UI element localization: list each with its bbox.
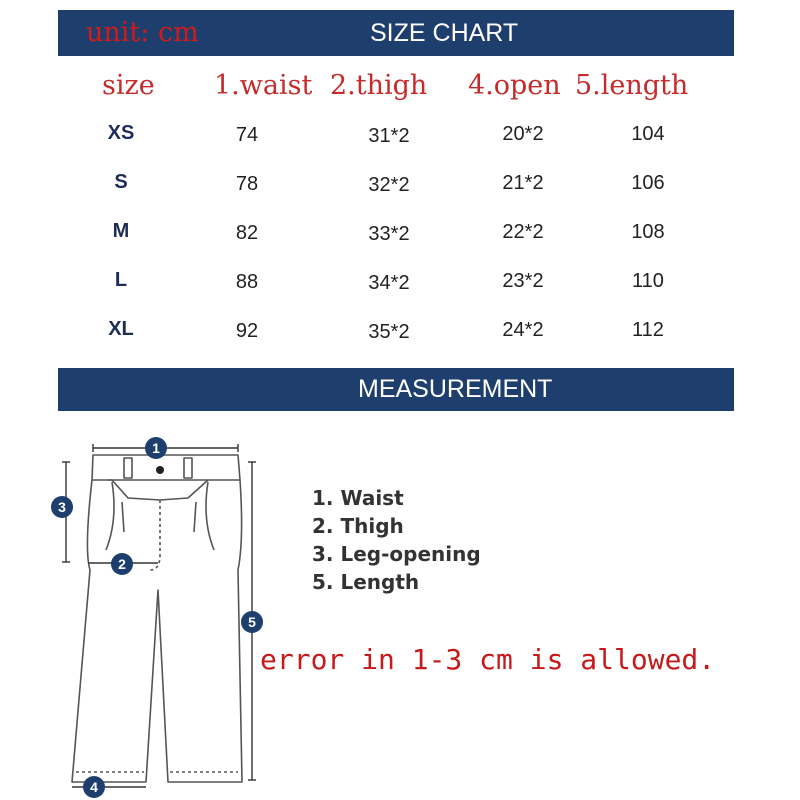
measurement-legend: [312, 484, 481, 596]
length-cell: 110: [632, 270, 664, 292]
belt-loop: [124, 458, 132, 478]
marker-label: 1: [152, 440, 160, 456]
waist-cell: 82: [235, 222, 259, 244]
size-cell: S: [114, 171, 128, 193]
length-cell: 112: [632, 319, 664, 341]
belt-loop: [184, 458, 192, 478]
thigh-cell: 34*2: [368, 272, 410, 294]
pleat: [122, 502, 124, 532]
pants-diagram: [0, 420, 300, 800]
waist-cell: 88: [235, 271, 259, 293]
thigh-cell: 32*2: [368, 174, 410, 196]
pleat: [194, 502, 196, 532]
column-header-thigh: 2.thigh: [330, 70, 428, 101]
waist-cell: 74: [235, 124, 259, 146]
marker-4: [83, 776, 105, 798]
marker-1: [145, 437, 167, 459]
pants-outline: [72, 480, 242, 782]
measurement-title: MEASUREMENT: [358, 375, 553, 403]
thigh-cell: 35*2: [368, 321, 410, 343]
marker-3: [51, 496, 73, 518]
size-cell: M: [112, 220, 130, 242]
error-note: error in 1-3 cm is allowed.: [260, 643, 716, 676]
size-cell: XL: [108, 318, 134, 340]
column-header-length: 5.length: [575, 70, 689, 101]
legend-item-length: 5. Length: [312, 570, 420, 594]
column-header-open: 4.open: [468, 70, 561, 101]
waist-cell: 92: [235, 320, 259, 342]
right-pocket: [206, 482, 214, 550]
column-header-waist: 1.waist: [214, 70, 313, 101]
waist-cell: 78: [235, 173, 259, 195]
legend-item-leg-opening: 3. Leg-opening: [312, 542, 481, 566]
unit-label: unit: cm: [86, 17, 199, 48]
marker-label: 4: [90, 779, 98, 795]
button: [156, 466, 164, 474]
marker-label: 2: [118, 556, 126, 572]
length-cell: 104: [631, 123, 665, 145]
measurement-banner: [58, 368, 734, 411]
thigh-cell: 31*2: [368, 125, 410, 147]
fly-stitch: [150, 500, 160, 570]
length-cell: 108: [631, 221, 665, 243]
open-cell: 22*2: [502, 221, 544, 243]
open-cell: 23*2: [502, 270, 544, 292]
marker-5: [241, 611, 263, 633]
marker-label: 5: [248, 614, 256, 630]
size-chart-title: SIZE CHART: [370, 19, 519, 47]
open-cell: 20*2: [502, 123, 544, 145]
column-header-size: size: [102, 70, 155, 101]
size-cell: L: [114, 269, 128, 291]
legend-item-thigh: 2. Thigh: [312, 514, 404, 538]
size-chart-banner: [58, 10, 734, 56]
open-cell: 24*2: [502, 319, 544, 341]
open-cell: 21*2: [502, 172, 544, 194]
length-cell: 106: [631, 172, 665, 194]
thigh-cell: 33*2: [368, 223, 410, 245]
size-cell: XS: [107, 122, 135, 144]
marker-2: [111, 553, 133, 575]
left-pocket: [106, 482, 114, 550]
marker-label: 3: [58, 499, 66, 515]
legend-item-waist: 1. Waist: [312, 486, 404, 510]
